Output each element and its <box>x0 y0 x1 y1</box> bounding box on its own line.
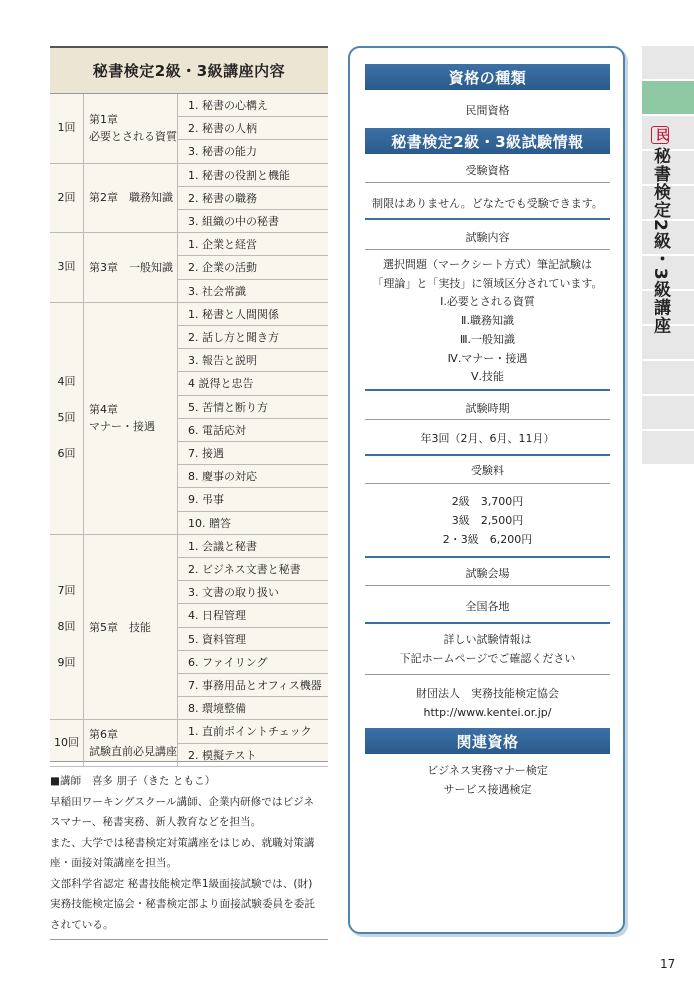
divider <box>365 454 610 456</box>
lesson-item: 3. 組織の中の秘書 <box>178 210 328 233</box>
lesson-item: 2. 話し方と聞き方 <box>178 326 328 349</box>
lesson-item: 8. 慶事の対応 <box>178 465 328 488</box>
chapter-cell <box>84 233 178 303</box>
related-heading: 関連資格 <box>365 728 610 754</box>
lesson-item: 2. ビジネス文書と秘書 <box>178 558 328 581</box>
divider <box>365 389 610 391</box>
lesson-item: 1. 秘書の心構え <box>178 94 328 117</box>
session-cell <box>50 720 84 766</box>
lesson-item: 3. 報告と説明 <box>178 349 328 372</box>
page-number: 17 <box>660 957 676 971</box>
schedule: 年3回（2月、6月、11月） <box>420 432 555 445</box>
session-cell <box>50 233 84 303</box>
content-line: Ⅳ.マナー・接遇 <box>447 351 528 365</box>
lesson-item: 1. 秘書と人間関係 <box>178 303 328 326</box>
lesson-item: 5. 苦情と断り方 <box>178 396 328 419</box>
lesson-item: 1. 企業と経営 <box>178 233 328 256</box>
chapter-cell <box>84 164 178 234</box>
lesson-item: 2. 秘書の職務 <box>178 187 328 210</box>
lesson-item: 6. ファイリング <box>178 651 328 674</box>
divider <box>365 218 610 220</box>
content-line: Ⅲ.一般知識 <box>459 332 516 346</box>
lesson-item: 1. 直前ポイントチェック <box>178 720 328 743</box>
fee-line: 3級 2,500円 <box>451 514 524 527</box>
venue: 全国各地 <box>465 600 510 613</box>
chapter-title: 第6章 <box>89 728 118 742</box>
divider <box>365 419 610 420</box>
lesson-item: 2. 模擬テスト <box>178 744 328 767</box>
instructor-profile <box>50 762 328 940</box>
vertical-section-title <box>651 126 673 335</box>
content-lines <box>365 256 610 387</box>
lesson-item: 5. 資料管理 <box>178 628 328 651</box>
content-line: 「理論」と「実技」に領域区分されています。 <box>372 276 603 290</box>
divider <box>365 249 610 250</box>
details-note <box>365 630 610 668</box>
eligibility: 制限はありません。どなたでも受験できます。 <box>372 197 603 210</box>
details-line: 詳しい試験情報は <box>443 633 532 646</box>
content-label: 試験内容 <box>465 231 510 244</box>
lesson-item: 4. 日程管理 <box>178 604 328 627</box>
chapter-cell <box>84 720 178 766</box>
active-chapter-tab <box>642 81 694 116</box>
chapter-title: マナー・接遇 <box>89 420 155 434</box>
chapter-cell <box>84 535 178 721</box>
chapter-title: 試験直前必見講座 <box>89 745 177 759</box>
chapter-title: 第4章 <box>89 403 118 417</box>
divider <box>365 585 610 586</box>
divider <box>365 556 610 558</box>
session-number: 2回 <box>57 190 76 204</box>
lesson-item: 10. 贈答 <box>178 512 328 535</box>
related-qualifications <box>365 761 610 799</box>
chapter-title: 第3章 一般知識 <box>89 260 173 274</box>
qualification-type-heading: 資格の種類 <box>365 64 610 90</box>
instructor-bio-line: また、大学では秘書検定対策講座をはじめ、就職対策講 <box>50 836 315 849</box>
session-cell <box>50 535 84 721</box>
eligibility-label: 受験資格 <box>465 164 510 177</box>
divider <box>365 483 610 484</box>
fee-line: 2級 3,700円 <box>451 495 524 508</box>
chapter-title: 第2章 職務知識 <box>89 191 173 205</box>
divider <box>365 182 610 183</box>
chapter-title: 必要とされる資質 <box>89 130 177 144</box>
exam-info-panel <box>348 46 625 934</box>
organization-line: 財団法人 実務技能検定協会 <box>416 687 559 700</box>
content-line: Ⅱ.職務知識 <box>461 314 514 328</box>
session-number: 8回 <box>57 620 76 634</box>
instructor-bio-line: 早稲田ワーキングスクール講師、企業内研修ではビジネ <box>50 795 315 808</box>
private-badge: 民 <box>653 128 668 142</box>
session-cell <box>50 164 84 234</box>
instructor-bio-line: 座・面接対策講座を担当。 <box>50 857 178 869</box>
course-table <box>50 94 328 762</box>
lesson-item: 1. 会議と秘書 <box>178 535 328 558</box>
details-line: 下記ホームページでご確認ください <box>399 652 576 665</box>
lesson-item: 1. 秘書の役割と機能 <box>178 164 328 187</box>
session-number: 7回 <box>57 584 76 598</box>
lesson-item: 6. 電話応対 <box>178 419 328 442</box>
instructor-bio-line: スマナー、秘書実務、新人教育などを担当。 <box>50 816 262 828</box>
lesson-item: 2. 企業の活動 <box>178 256 328 279</box>
lesson-item: 7. 接遇 <box>178 442 328 465</box>
chapter-cell <box>84 303 178 535</box>
session-number: 5回 <box>57 411 76 425</box>
lesson-item: 9. 弔事 <box>178 488 328 511</box>
lesson-item: 4 説得と忠告 <box>178 372 328 395</box>
instructor-bio-line: 文部科学省認定 秘書技能検定準1級面接試験では、(財) <box>50 877 313 890</box>
session-number: 10回 <box>54 736 79 750</box>
lesson-item: 7. 事務用品とオフィス機器 <box>178 674 328 697</box>
vertical-title-text: 秘書検定2級・3級講座 <box>650 147 670 335</box>
lesson-item: 3. 秘書の能力 <box>178 140 328 163</box>
chapter-title: 第1章 <box>89 113 118 127</box>
session-number: 4回 <box>57 375 76 389</box>
content-line: 選択問題（マークシート方式）筆記試験は <box>383 258 592 271</box>
fees <box>365 492 610 549</box>
instructor-bio-line: 実務技能検定協会・秘書検定部より面接試験委員を委託 <box>50 898 315 910</box>
session-number: 3回 <box>57 260 76 274</box>
session-number: 1回 <box>57 121 76 135</box>
session-cell <box>50 94 84 164</box>
related-qualification: ビジネス実務マナー検定 <box>427 764 548 777</box>
content-line: Ⅰ.必要とされる資質 <box>440 295 535 309</box>
venue-label: 試験会場 <box>465 567 510 580</box>
session-number: 9回 <box>57 656 76 670</box>
chapter-tab <box>642 431 694 466</box>
qualification-type: 民間資格 <box>465 104 510 117</box>
lesson-item: 3. 文書の取り扱い <box>178 581 328 604</box>
organization-info <box>365 684 610 722</box>
related-qualification: サービス接遇検定 <box>443 783 532 796</box>
course-title: 秘書検定2級・3級講座内容 <box>50 46 328 94</box>
fee-label: 受験料 <box>471 464 504 477</box>
instructor-bio-line: されている。 <box>50 918 114 931</box>
course-section <box>50 46 328 940</box>
organization-line: http://www.kentei.or.jp/ <box>423 706 552 719</box>
content-line: Ⅴ.技能 <box>470 370 505 384</box>
lesson-item: 3. 社会常識 <box>178 280 328 303</box>
instructor-name: ■講師 喜多 朋子（きた ともこ） <box>50 775 216 787</box>
fee-line: 2・3級 6,200円 <box>442 533 533 546</box>
chapter-title: 第5章 技能 <box>89 620 151 634</box>
lesson-item: 2. 秘書の人柄 <box>178 117 328 140</box>
lesson-item: 8. 環境整備 <box>178 697 328 720</box>
schedule-label: 試験時期 <box>465 402 510 415</box>
divider <box>365 622 610 624</box>
session-cell <box>50 303 84 535</box>
chapter-tab <box>642 46 694 81</box>
chapter-cell <box>84 94 178 164</box>
session-number: 6回 <box>57 447 76 461</box>
chapter-tab <box>642 361 694 396</box>
exam-info-heading: 秘書検定2級・3級試験情報 <box>365 128 610 154</box>
divider <box>365 674 610 675</box>
chapter-tab <box>642 396 694 431</box>
